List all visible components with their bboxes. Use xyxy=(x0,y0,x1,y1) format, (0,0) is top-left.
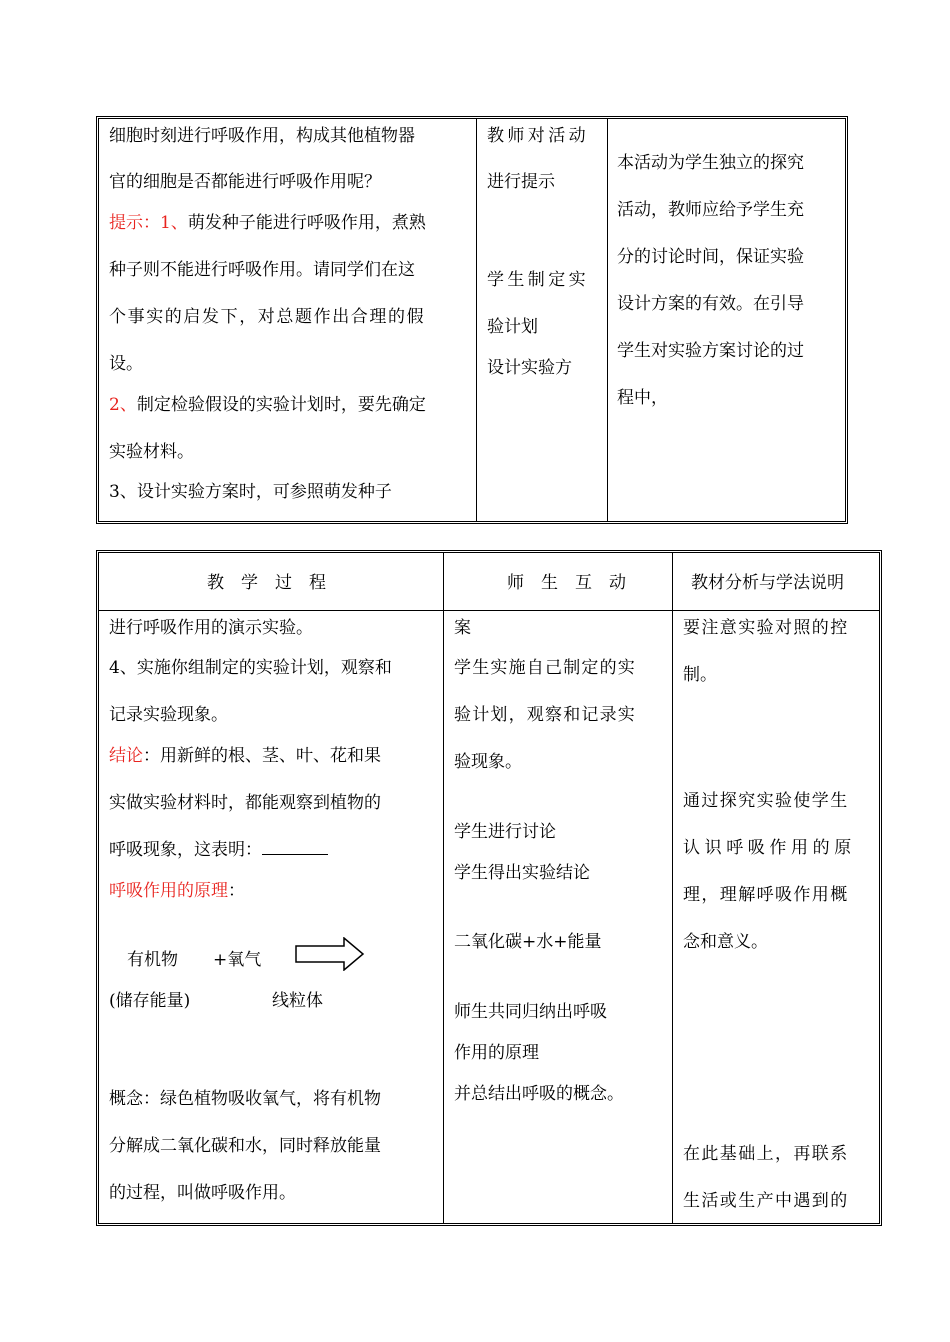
text-line: 程中， xyxy=(617,388,668,408)
table-1-divider-1 xyxy=(476,119,477,521)
text-line: 4、实施你组制定的实验计划，观察和 xyxy=(109,658,392,678)
text-line: 实做实验材料时，都能观察到植物的 xyxy=(109,793,381,813)
conclusion-line: 结论：用新鲜的根、茎、叶、花和果 xyxy=(109,746,381,766)
text-line: 作用的原理 xyxy=(454,1043,539,1063)
text-line: 要注意实验对照的控 xyxy=(683,618,849,638)
text-line: 设计方案的有效。在引导 xyxy=(617,294,804,314)
equation-stored-energy: (储存能量) xyxy=(109,991,191,1011)
text-line: 学生得出实验结论 xyxy=(454,863,590,883)
step-2-number: 2、 xyxy=(109,395,137,415)
text-line: 种子则不能进行呼吸作用。请同学们在这 xyxy=(109,260,415,280)
text-line: 个事实的启发下，对总题作出合理的假 xyxy=(109,307,426,327)
text-line: 教师对活动 xyxy=(487,126,589,146)
text-line: 验计划，观察和记录实 xyxy=(454,705,636,725)
equation-organic-matter: 有机物 xyxy=(127,950,178,970)
table-2 xyxy=(96,550,882,1226)
text-line: 设计实验方 xyxy=(487,358,572,378)
table-2-divider-2 xyxy=(672,553,673,1223)
step-2-line: 2、制定检验假设的实验计划时，要先确定 xyxy=(109,395,426,415)
text-line: 设。 xyxy=(109,354,143,374)
text-line: 生活或生产中遇到的 xyxy=(683,1191,849,1211)
text-line: 实验材料。 xyxy=(109,442,194,462)
text-line: 验现象。 xyxy=(454,752,522,772)
table-2-header-divider xyxy=(99,610,879,611)
text-line: 学生制定实 xyxy=(487,270,589,290)
table-2-divider-1 xyxy=(443,553,444,1223)
text-line: 学生实施自己制定的实 xyxy=(454,658,636,678)
principle-label: 呼吸作用的原理 xyxy=(109,881,228,901)
text-line: 认识呼吸作用的原 xyxy=(683,838,856,858)
text-line: 师生共同归纳出呼吸 xyxy=(454,1002,607,1022)
text-line: 验计划 xyxy=(487,317,538,337)
concept-line: 的过程，叫做呼吸作用。 xyxy=(109,1183,296,1203)
equation-oxygen: +氧气 xyxy=(213,950,262,970)
hint-line: 提示：1、萌发种子能进行呼吸作用，煮熟 xyxy=(109,213,426,233)
text-line: 制。 xyxy=(683,665,717,685)
text-line: 记录实验现象。 xyxy=(109,705,228,725)
principle-line: 呼吸作用的原理： xyxy=(109,881,245,901)
text-line: 分的讨论时间，保证实验 xyxy=(617,247,804,267)
text-line: 通过探究实验使学生 xyxy=(683,791,849,811)
text-line: 活动，教师应给予学生充 xyxy=(617,200,804,220)
equation-mitochondria: 线粒体 xyxy=(272,991,323,1011)
text-line: 在此基础上，再联系 xyxy=(683,1144,849,1164)
text-line: 案 xyxy=(454,618,471,638)
text-line: 学生进行讨论 xyxy=(454,822,556,842)
text-line: 并总结出呼吸的概念。 xyxy=(454,1084,624,1104)
text-line: 进行呼吸作用的演示实验。 xyxy=(109,618,313,638)
text-line: 细胞时刻进行呼吸作用，构成其他植物器 xyxy=(109,126,415,146)
concept-line: 分解成二氧化碳和水，同时释放能量 xyxy=(109,1136,381,1156)
conclusion-label: 结论 xyxy=(109,746,143,766)
answer-blank[interactable] xyxy=(262,840,328,855)
header-interaction: 师 生 互 动 xyxy=(507,573,626,593)
text-line: 念和意义。 xyxy=(683,932,768,952)
table-1-divider-2 xyxy=(607,119,608,521)
table-1 xyxy=(96,116,848,524)
concept-line: 概念：绿色植物吸收氧气，将有机物 xyxy=(109,1089,381,1109)
hint-label: 提示：1、 xyxy=(109,213,188,233)
text-line: 理，理解呼吸作用概 xyxy=(683,885,849,905)
text-line: 本活动为学生独立的探究 xyxy=(617,153,804,173)
text-line: 3、设计实验方案时，可参照萌发种子 xyxy=(109,482,392,502)
text-line: 学生对实验方案讨论的过 xyxy=(617,341,804,361)
equation-products: 二氧化碳+水+能量 xyxy=(454,932,602,952)
text-line: 进行提示 xyxy=(487,172,555,192)
header-teaching-process: 教 学 过 程 xyxy=(207,573,326,593)
header-analysis: 教材分析与学法说明 xyxy=(691,573,844,593)
text-line: 呼吸现象，这表明： xyxy=(109,839,328,861)
text-line: 官的细胞是否都能进行呼吸作用呢？ xyxy=(109,172,381,192)
reaction-arrow-icon xyxy=(295,937,365,971)
